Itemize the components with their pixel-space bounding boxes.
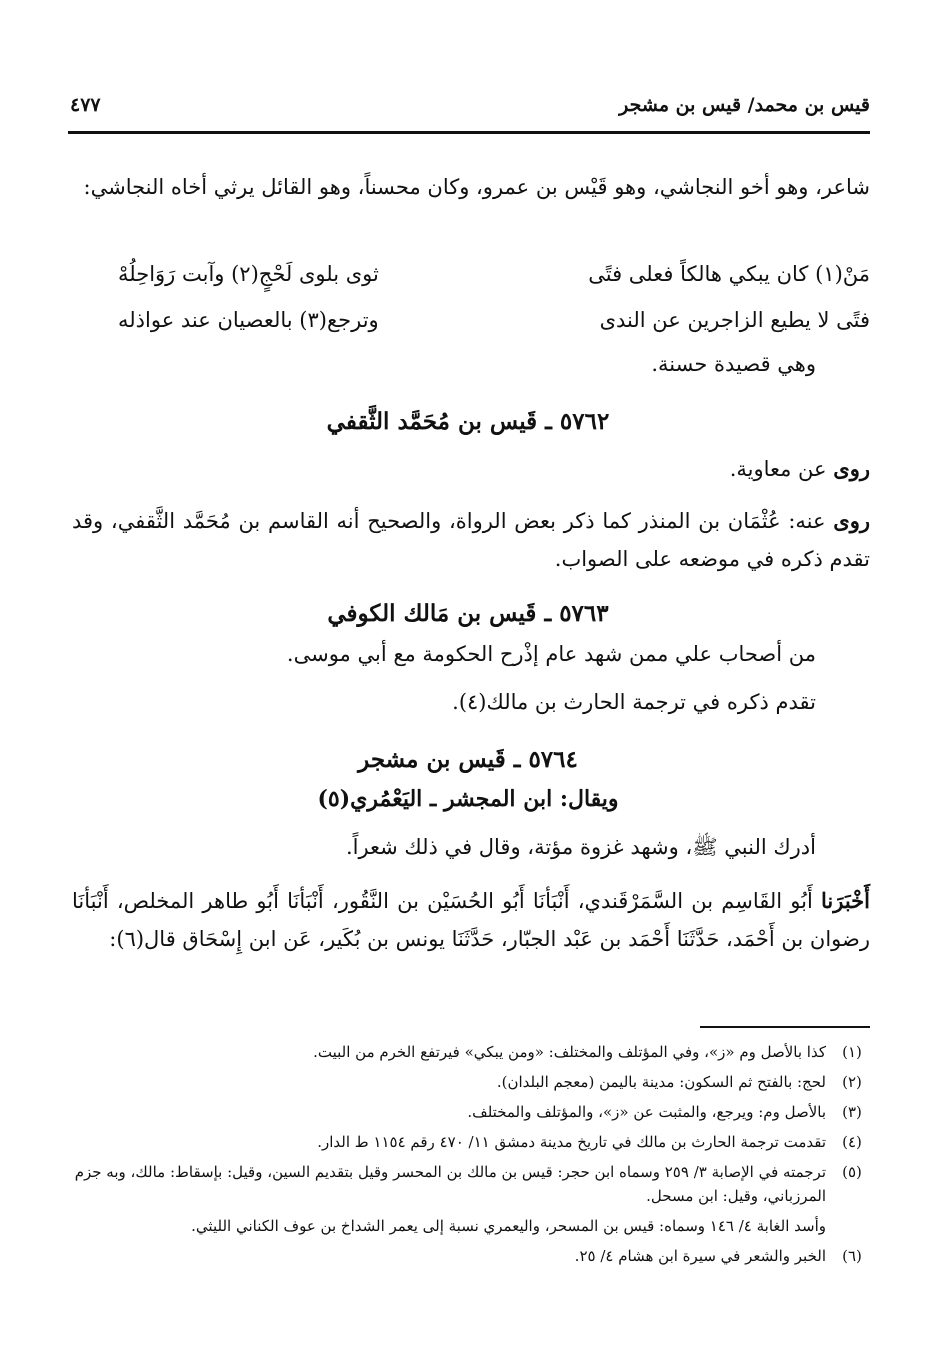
footnote	[72, 1070, 870, 1094]
footnote-number: (٢)	[842, 1073, 862, 1091]
entry-5764-title: ٥٧٦٤ ـ قَيس بن مشجر	[358, 746, 578, 773]
footnote-number: (٣)	[842, 1103, 862, 1121]
rawa-anhu-label: روى	[833, 508, 870, 533]
footnote-text: كذا بالأصل وم «ز»، وفي المؤتلف والمختلف: «ومن يبكي» فيرتفع الخرم من البيت.	[313, 1043, 826, 1061]
verse-2-left-hemistich: وترجع(٣) بالعصيان عند عواذله	[118, 308, 379, 332]
entry-5762-narrated-by	[72, 502, 870, 578]
rawa-text: عن معاوية.	[729, 457, 827, 481]
footnote	[72, 1040, 870, 1064]
entry-5763-title: ٥٧٦٣ ـ قَيس بن مَالك الكوفي	[327, 600, 609, 627]
verse-1-left-hemistich: ثوى بلوى لَحْجٍ(٢) وآبت رَوَاحِلُهْ	[118, 262, 379, 286]
footnote-text: بالأصل وم: ويرجع، والمثبت عن «ز»، والمؤتلف والمختلف.	[467, 1103, 826, 1121]
footnote-continuation	[72, 1214, 870, 1238]
rawa-anhu-text: عنه: عُثْمَان بن المنذر كما ذكر بعض الرواة، والصحيح أنه القاسم بن مُحَمَّد الثَّقفي، وقد تقدم ذكره في موضعه على الصواب.	[72, 509, 870, 571]
footnote	[72, 1130, 870, 1154]
footnote-text: تقدمت ترجمة الحارث بن مالك في تاريخ مدينة دمشق ١١/ ٤٧٠ رقم ١١٥٤ ط الدار.	[317, 1133, 826, 1151]
header-divider	[68, 131, 870, 134]
footnote-divider	[700, 1026, 870, 1028]
running-header-title: قيس بن محمد/ قيس بن مشجر	[619, 94, 870, 116]
verse-1-right-hemistich: مَنْ(١) كان يبكي هالكاً فعلى فتًى	[588, 262, 870, 286]
footnote-number: (٤)	[842, 1133, 862, 1151]
footnote-number: (٦)	[842, 1247, 862, 1265]
footnote-number: (٥)	[842, 1163, 862, 1181]
footnote-text: ترجمته في الإصابة ٣/ ٢٥٩ وسماه ابن حجر: قيس بن مالك بن المحسر وقيل بتقديم السين، وقيل: بإسقاط: مالك، وبه جزم المرزباني، وقيل: ابن مسحل.	[74, 1163, 826, 1205]
entry-5764-isnad	[72, 882, 870, 958]
isnad-text: أَبُو القَاسِم بن السَّمَرْقَندي، أَنْبَأنَا أَبُو الحُسَيْن بن النَّقُور، أَنْبَأنَا أَبُو طاهر المخلص، أَنْبَأنَا رضوان بن أَحْمَد، حَدَّثَنَا أَحْمَد بن عَبْد الجبّار، حَدَّثَنَا يونس بن بُكَير، عَن ابن إِسْحَاق قال(٦):	[72, 889, 870, 951]
akhbarana-label: أَخْبَرَنا	[821, 888, 870, 913]
entry-5764-subtitle: ويقال: ابن المجشر ـ اليَعْمُري(٥)	[317, 786, 619, 812]
footnote-text: وأسد الغابة ٤/ ١٤٦ وسماه: قيس بن المسحر، واليعمري نسبة إلى يعمر الشداخ بن عوف الكناني الليثي.	[191, 1217, 826, 1235]
footnote	[72, 1160, 870, 1208]
footnote-number: (١)	[842, 1043, 862, 1061]
footnote-text: الخبر والشعر في سيرة ابن هشام ٤/ ٢٥.	[574, 1247, 826, 1265]
footnote	[72, 1244, 870, 1268]
page-number: ٤٧٧	[70, 94, 101, 116]
rawa-label: روى	[833, 456, 870, 481]
verse-2-right-hemistich: فتًى لا يطيع الزاجرين عن الندى	[599, 308, 870, 332]
poem-closing-remark: وهي قصيدة حسنة.	[651, 352, 816, 376]
intro-paragraph: شاعر، وهو أخو النجاشي، وهو قَيْس بن عمرو، وكان محسناً، وهو القائل يرثي أخاه النجاشي:	[83, 175, 870, 199]
footnote-text: لحج: بالفتح ثم السكون: مدينة باليمن (معجم البلدان).	[496, 1073, 826, 1091]
entry-5763-line-1: من أصحاب علي ممن شهد عام إذْرح الحكومة مع أبي موسى.	[286, 642, 816, 666]
entry-5762-title: ٥٧٦٢ ـ قَيس بن مُحَمَّد الثَّقفي	[326, 408, 610, 435]
footnote	[72, 1100, 870, 1124]
entry-5764-line-1: أدرك النبي ﷺ، وشهد غزوة مؤتة، وقال في ذلك شعراً.	[345, 835, 816, 859]
footnotes	[72, 1040, 870, 1274]
entry-5763-line-2: تقدم ذكره في ترجمة الحارث بن مالك(٤).	[452, 690, 816, 714]
entry-5762-narrated-from	[730, 456, 870, 481]
